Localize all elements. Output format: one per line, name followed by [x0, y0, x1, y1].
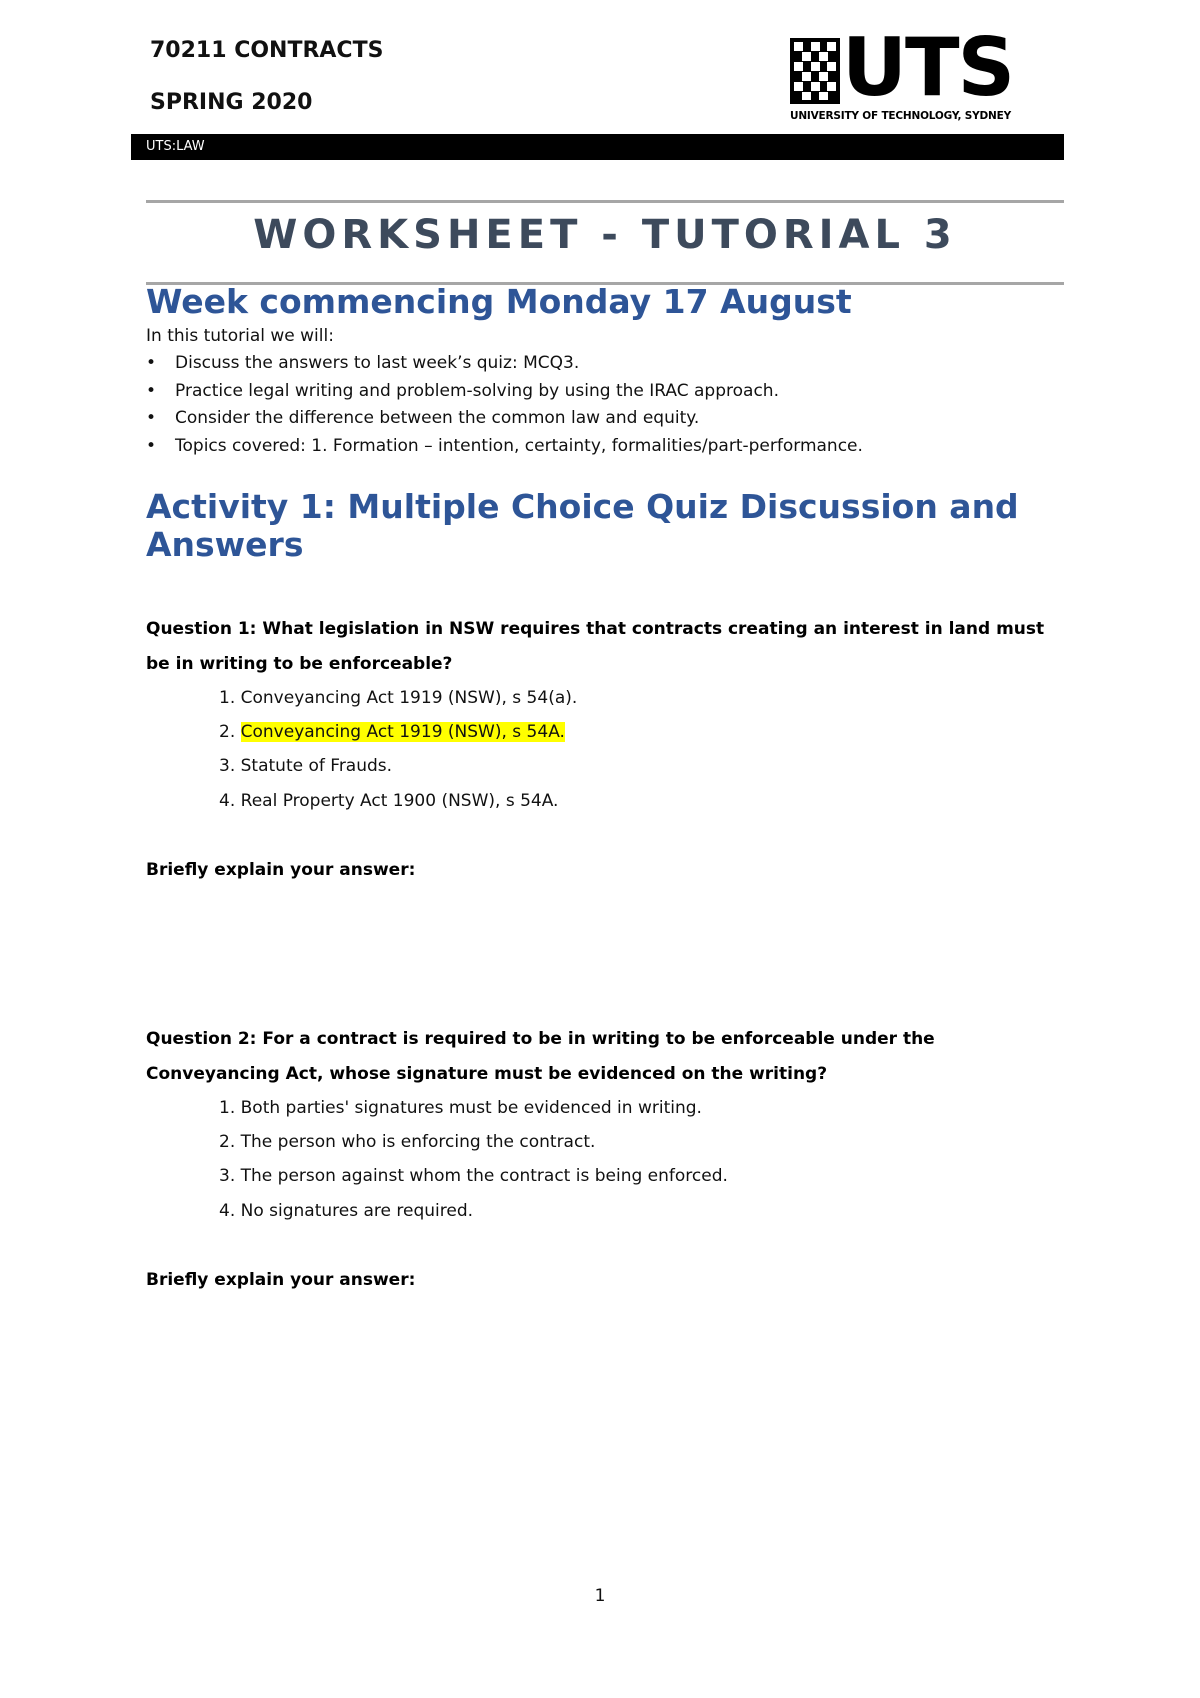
- tutorial-goals-list: [146, 350, 863, 461]
- bullet-icon: •: [146, 380, 157, 401]
- bullet-icon: •: [146, 408, 157, 429]
- option-item: 2. The person who is enforcing the contract.: [219, 1132, 596, 1153]
- uts-logo: [790, 21, 1014, 130]
- uts-wordmark: UTS: [842, 21, 1014, 114]
- uts-emblem-icon: [790, 38, 840, 104]
- bullet-icon: •: [146, 353, 157, 373]
- uts-subtitle: UNIVERSITY OF TECHNOLOGY, SYDNEY: [790, 110, 1011, 122]
- list-item: • Consider the difference between the common law and equity.: [146, 405, 863, 433]
- question-1-prompt: Question 1: What legislation in NSW requires that contracts creating an interest in land must be in writing to be enforceable?: [146, 619, 1045, 674]
- option-item: 3. Statute of Frauds.: [219, 756, 393, 777]
- activity-heading: Activity 1: Multiple Choice Quiz Discussion and Answers: [146, 487, 1019, 564]
- page-number: 1: [594, 1586, 606, 1606]
- question-2-prompt: Question 2: For a contract is required to be in writing to be enforceable under the Conveyancing Act, whose signature must be evidenced on the writing?: [146, 1029, 935, 1084]
- explain-label-2: Briefly explain your answer:: [146, 1270, 416, 1290]
- question-1-options: [219, 681, 577, 818]
- list-item: • Discuss the answers to last week’s quiz: MCQ3.: [146, 350, 863, 378]
- bullet-icon: •: [146, 436, 157, 457]
- list-item: • Topics covered: 1. Formation – intention, certainty, formalities/part-performance.: [146, 433, 863, 461]
- worksheet-title: WORKSHEET - TUTORIAL 3: [253, 212, 957, 258]
- option-item: 1. Both parties' signatures must be evidenced in writing.: [219, 1098, 702, 1118]
- answer-highlight: Conveyancing Act 1919 (NSW), s 54A.: [240, 722, 565, 743]
- option-item: 4. No signatures are required.: [219, 1200, 474, 1221]
- list-item: • Practice legal writing and problem-solving by using the IRAC approach.: [146, 378, 863, 406]
- explain-label-1: Briefly explain your answer:: [146, 860, 416, 880]
- title-rule-top: [146, 200, 1064, 203]
- option-item: 1. Conveyancing Act 1919 (NSW), s 54(a).: [219, 688, 578, 708]
- option-item: 4. Real Property Act 1900 (NSW), s 54A.: [219, 790, 559, 811]
- course-code: 70211 CONTRACTS: [150, 38, 384, 63]
- question-2-options: [219, 1091, 728, 1228]
- week-heading: Week commencing Monday 17 August: [146, 282, 852, 321]
- option-item: 3. The person against whom the contract is being enforced.: [219, 1166, 728, 1187]
- option-item-highlighted: 2. Conveyancing Act 1919 (NSW), s 54A.: [219, 722, 565, 743]
- faculty-bar: UTS:LAW: [131, 134, 1064, 160]
- semester: SPRING 2020: [150, 90, 313, 115]
- intro-text: In this tutorial we will:: [146, 326, 334, 346]
